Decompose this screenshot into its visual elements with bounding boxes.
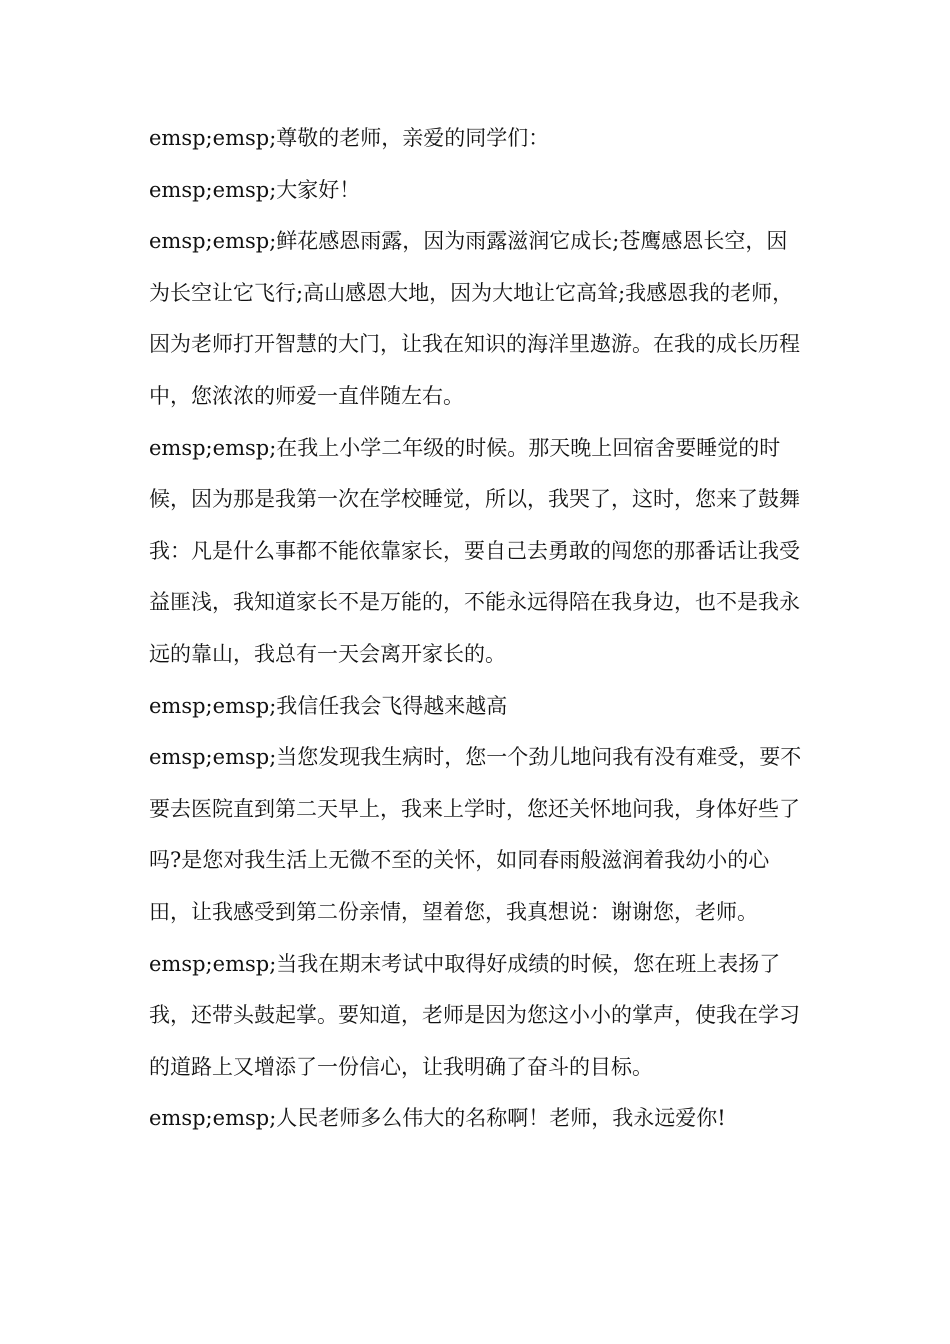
paragraph-illness-care: emsp;emsp;当您发现我生病时，您一个劲儿地问我有没有难受，要不要去医院直到第二天早上，我来上学时，您还关怀地问我，身体好些了吗?是您对我生活上无微不至的关怀，如同春雨般滋润着我幼小的心田，让我感受到第二份亲情，望着您，我真想说：谢谢您，老师。 [149, 745, 802, 924]
paragraph-gratitude: emsp;emsp;鲜花感恩雨露，因为雨露滋润它成长;苍鹰感恩长空，因为长空让它飞行;高山感恩大地，因为大地让它高耸;我感恩我的老师，因为老师打开智慧的大门，让我在知识的海洋里遨游。在我的成长历程中，您浓浓的师爱一直伴随左右。 [149, 229, 800, 408]
paragraph-exam-praise: emsp;emsp;当我在期末考试中取得好成绩的时候，您在班上表扬了我，还带头鼓起掌。要知道，老师是因为您这小小的掌声，使我在学习的道路上又增添了一份信心，让我明确了奋斗的目标。 [149, 951, 800, 1079]
paragraph-second-grade-memory: emsp;emsp;在我上小学二年级的时候。那天晚上回宿舍要睡觉的时候，因为那是我第一次在学校睡觉，所以，我哭了，这时，您来了鼓舞我：凡是什么事都不能依靠家长，要自己去勇敢的闯您的那番话让我受益匪浅，我知道家长不是万能的，不能永远得陪在我身边，也不是我永远的靠山，我总有一天会离开家长的。 [149, 435, 800, 666]
paragraph-closing: emsp;emsp;人民老师多么伟大的名称啊！老师，我永远爱你! [149, 1106, 726, 1131]
paragraph-salutation: emsp;emsp;尊敬的老师，亲爱的同学们： [149, 126, 550, 150]
paragraph-trust: emsp;emsp;我信任我会飞得越来越高 [149, 693, 508, 718]
paragraph-greeting: emsp;emsp;大家好！ [149, 177, 361, 202]
document-body [149, 113, 804, 1145]
